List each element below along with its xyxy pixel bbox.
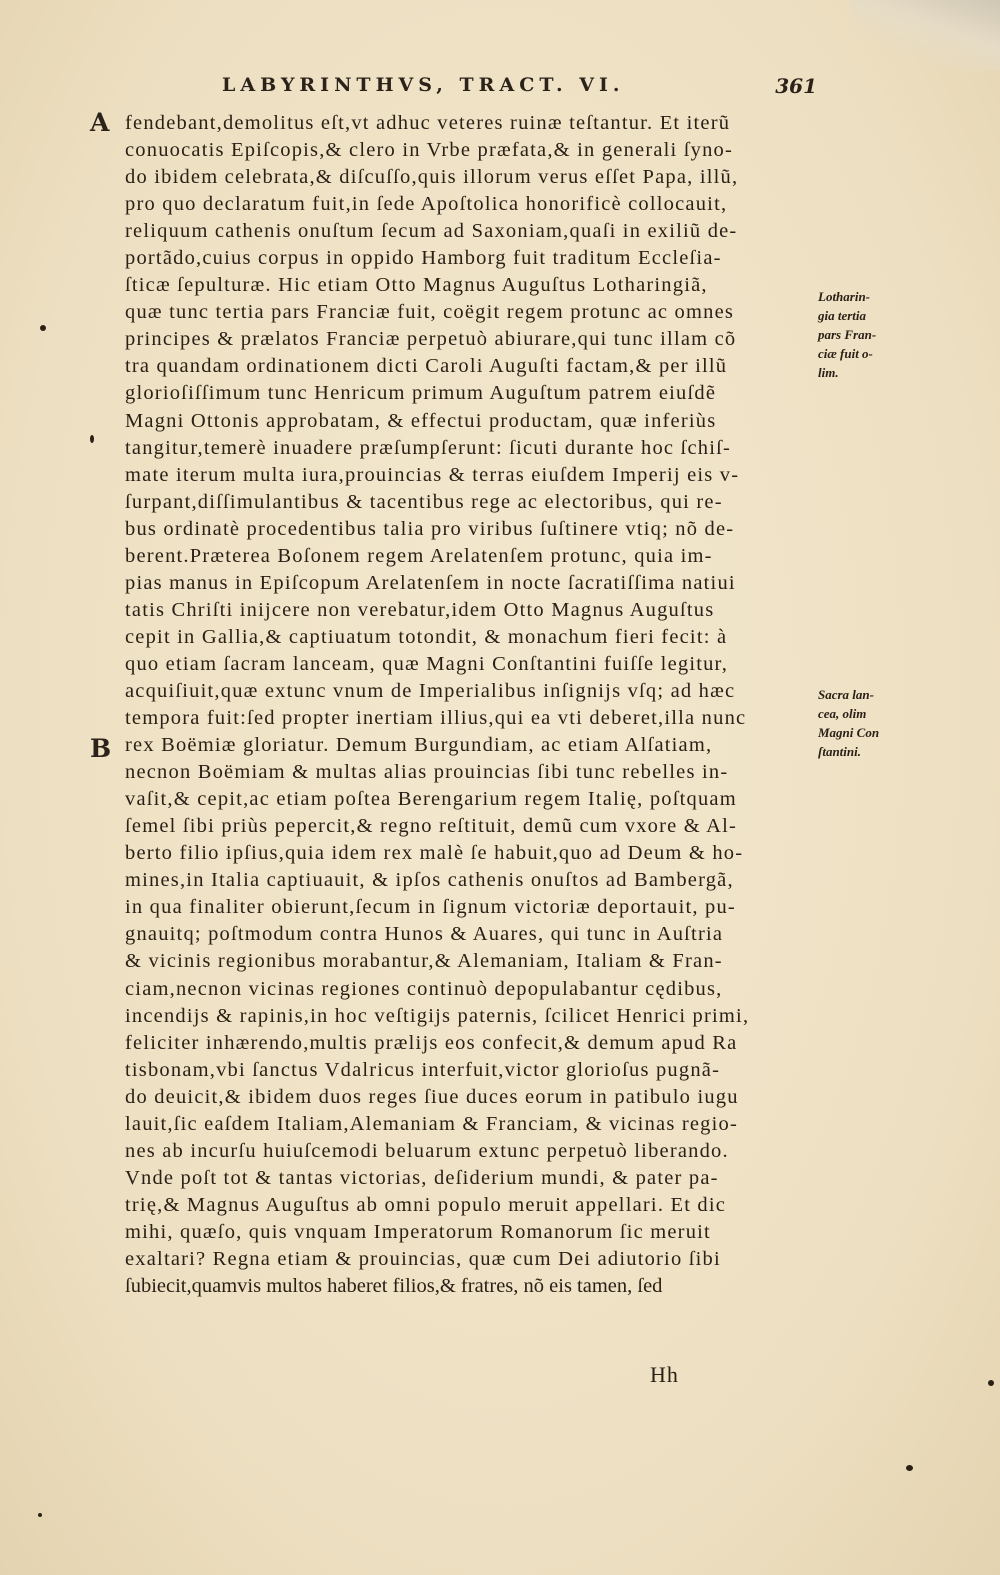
text-line: lauit,ſic eaſdem Italiam,Alemaniam & Franciam, & vicinas regio- [125, 1112, 738, 1135]
text-line: reliquum cathenis onuſtum ſecum ad Saxoniam,quaſi in exiliũ de- [125, 220, 738, 243]
text-line: tangitur,temerè inuadere præſumpſerunt: ſicuti durante hoc ſchiſ- [125, 436, 732, 459]
signature-mark: Hh [650, 1362, 679, 1387]
running-head-title: LABYRINTHVS, TRACT. VI. [222, 74, 625, 96]
text-line: Magni Ottonis approbatam, & effectui productam, quæ inferiùs [125, 409, 717, 432]
text-line: tempora fuit:ſed propter inertiam illius,qui ea vti deberet,illa nunc [125, 707, 747, 730]
text-line: feliciter inhærendo,multis prælijs eos confecit,& demum apud Ra [125, 1031, 738, 1054]
page-corner-fold [850, 0, 1000, 70]
text-line: quæ tunc tertia pars Franciæ fuit, coëgit regem protunc ac omnes [125, 301, 735, 324]
marginal-note-line: ciæ fuit o- [818, 346, 873, 361]
text-line: pro quo declaratum fuit,in ſede Apoſtolica honorificè collocauit, [125, 193, 728, 216]
text-line: Vnde poſt tot & tantas victorias, deſiderium mundi, & pater pa- [125, 1166, 719, 1189]
text-line: conuocatis Epiſcopis,& clero in Vrbe præfata,& in generali ſyno- [125, 139, 734, 162]
marginal-note-line: lim. [818, 365, 839, 380]
section-marker-a: A [90, 108, 110, 137]
text-line: berent.Præterea Boſonem regem Arelatenſem protunc, quia im- [125, 544, 713, 567]
ink-speck [40, 325, 46, 331]
text-line: principes & prælatos Franciæ perpetuò abiurare,qui tunc illam cõ [125, 328, 737, 351]
text-line: exaltari? Regna etiam & prouincias, quæ cum Dei adiutorio ſibi [125, 1247, 721, 1270]
text-line: do deuicit,& ibidem duos reges ſiue duces eorum in patibulo iugu [125, 1085, 739, 1108]
marginal-note-line: Sacra lan- [818, 687, 874, 702]
text-line: mate iterum multa iura,prouincias & terras eiuſdem Imperij eis v- [125, 463, 740, 486]
text-line: incendijs & rapinis,in hoc veſtigijs paternis, ſcilicet Henrici primi, [125, 1004, 750, 1027]
text-line: portãdo,cuius corpus in oppido Hamborg fuit traditum Eccleſia- [125, 247, 722, 270]
marginal-note-line: cea, olim [818, 706, 867, 721]
text-line: in qua finaliter obierunt,ſecum in ſignum victoriæ deportauit, pu- [125, 896, 736, 919]
text-line: tra quandam ordinationem dicti Caroli Auguſti factam,& per illũ [125, 355, 728, 378]
text-line: tisbonam,vbi ſanctus Vdalricus interfuit,victor glorioſus pugnã- [125, 1058, 721, 1081]
marginal-note-line: Magni Con [818, 725, 880, 740]
text-line: gnauitq; poſtmodum contra Hunos & Auares, qui tunc in Auſtria [125, 923, 724, 946]
marginal-note-lotharingia [818, 287, 908, 382]
marginal-note-line: pars Fran- [818, 327, 877, 342]
text-line: nes ab incurſu huiuſcemodi beluarum extunc perpetuò liberando. [125, 1139, 729, 1162]
text-line: quo etiam ſacram lanceam, quæ Magni Conſtantini fuiſſe legitur, [125, 652, 729, 675]
marginal-note-sacra-lancea [818, 685, 908, 761]
text-line: glorioſiſſimum tunc Henricum primum Auguſtum patrem eiuſdẽ [125, 382, 717, 405]
text-line: ſubiecit,quamvis multos haberet filios,& fratres, nõ eis tamen, ſed [125, 1275, 663, 1298]
text-line: necnon Boëmiam & multas alias prouincias ſibi tunc rebelles in- [125, 761, 729, 784]
text-line: pias manus in Epiſcopum Arelatenſem in nocte ſacratiſſima natiui [125, 571, 736, 594]
text-line: vaſit,& cepit,ac etiam poſtea Berengarium regem Italię, poſtquam [125, 788, 737, 811]
text-line: fendebant,demolitus eſt,vt adhuc veteres ruinæ teſtantur. Et iterũ [125, 112, 731, 134]
body-text [125, 110, 815, 1300]
ink-speck [906, 1465, 913, 1471]
text-line: do ibidem celebrata,& diſcuſſo,quis illorum verus eſſet Papa, illũ, [125, 166, 739, 189]
section-marker-b: B [90, 734, 112, 763]
text-line: acquiſiuit,quæ extunc vnum de Imperialibus inſignijs vſq; ad hæc [125, 679, 736, 702]
text-line: mihi, quæſo, quis vnquam Imperatorum Romanorum ſic meruit [125, 1220, 711, 1243]
marginal-note-line: ſtantini. [818, 744, 861, 759]
text-line: ſticæ ſepulturæ. Hic etiam Otto Magnus Auguſtus Lotharingiã, [125, 274, 708, 297]
page-number: 361 [775, 74, 817, 98]
marginal-note-line: gia tertia [818, 308, 867, 323]
text-line: rex Boëmiæ gloriatur. Demum Burgundiam, ac etiam Alſatiam, [125, 734, 713, 757]
text-line: mines,in Italia captiuauit, & ipſos cathenis onuſtos ad Bambergã, [125, 869, 734, 892]
ink-speck [38, 1513, 42, 1517]
text-line: tatis Chriſti inijcere non verebatur,idem Otto Magnus Auguſtus [125, 598, 715, 621]
ink-speck [988, 1380, 994, 1386]
text-line: bus ordinatè procedentibus talia pro viribus ſuſtinere vtiq; nõ de- [125, 517, 735, 540]
text-line: & vicinis regionibus morabantur,& Alemaniam, Italiam & Fran- [125, 950, 723, 973]
text-line: ciam,necnon vicinas regiones continuò depopulabantur cędibus, [125, 977, 723, 1000]
ink-speck [90, 435, 94, 443]
marginal-note-line: Lotharin- [818, 289, 871, 304]
running-head [222, 74, 817, 104]
text-line: ſemel ſibi priùs pepercit,& regno reſtituit, demũ cum vxore & Al- [125, 815, 738, 838]
text-line: trię,& Magnus Auguſtus ab omni populo meruit appellari. Et dic [125, 1193, 727, 1216]
text-line: ſurpant,diſſimulantibus & tacentibus rege ac electoribus, qui re- [125, 490, 723, 513]
text-line: cepit in Gallia,& captiuatum totondit, & monachum fieri fecit: à [125, 625, 728, 648]
text-line: berto filio ipſius,quia idem rex malè ſe habuit,quo ad Deum & ho- [125, 842, 744, 865]
